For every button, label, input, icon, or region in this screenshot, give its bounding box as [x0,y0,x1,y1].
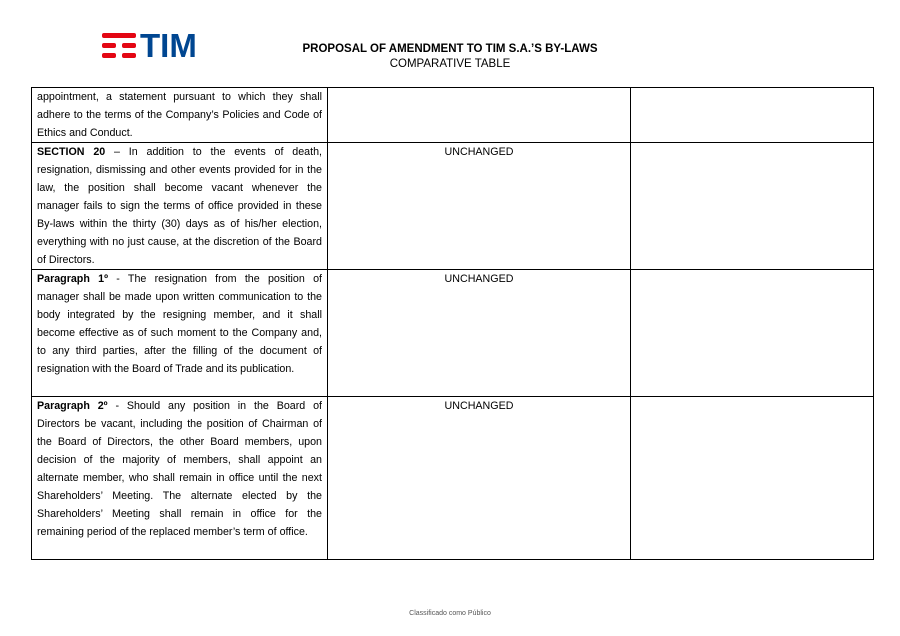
table-row [32,270,874,397]
clause-text: – In addition to the events of death, resignation, dismissing and other events provided for in the law, the position shall become vacant whenever the manager fails to sign the terms of office provided in these By-laws within the thirty (30) days as of his/her election, everything with no just cause, at the discretion of the Board of Directors. [37,146,322,266]
justification-cell [631,143,874,270]
document-header [250,42,650,72]
justification-cell [631,88,874,143]
document-title: PROPOSAL OF AMENDMENT TO TIM S.A.’S BY-LAWS [302,43,598,55]
table-row [32,143,874,270]
proposal-cell: UNCHANGED [328,143,631,270]
justification-cell [631,270,874,397]
tim-stripes-icon [102,32,136,60]
justification-cell [631,397,874,560]
clause-text: appointment, a statement pursuant to which they shall adhere to the terms of the Company’s Policies and Code of Ethics and Conduct. [37,91,322,139]
current-text-cell [32,88,328,143]
current-text-cell [32,397,328,560]
clause-heading: Paragraph 2º [37,400,108,412]
clause-heading: SECTION 20 [37,146,106,158]
table-row [32,88,874,143]
proposal-cell: UNCHANGED [328,270,631,397]
current-text-cell [32,143,328,270]
proposal-cell: UNCHANGED [328,397,631,560]
proposal-cell [328,88,631,143]
table-row [32,397,874,560]
tim-logo [102,27,197,64]
clause-text: - The resignation from the position of manager shall be made upon written communication to the body integrated by the resigning member, and it shall become effective as of such moment to the Company and, to any third parties, after the filling of the document of resignation with the Board of Trade and its publication. [37,273,322,375]
classification-footer: Classificado como Público [409,610,491,617]
document-subtitle: COMPARATIVE TABLE [389,58,511,70]
clause-text: - Should any position in the Board of Directors be vacant, including the position of Chairman of the Board of Directors, the other Board members, upon decision of the majority of members, shall appoint an alternate member, who shall remain in office until the next Shareholders’ Meeting. The alternate elected by the Shareholders’ Meeting shall remain in office for the remaining period of the replaced member’s term of office. [37,400,322,538]
clause-heading: Paragraph 1º [37,273,108,285]
current-text-cell [32,270,328,397]
logo-text: TIM [140,27,197,64]
comparative-table [31,87,874,560]
